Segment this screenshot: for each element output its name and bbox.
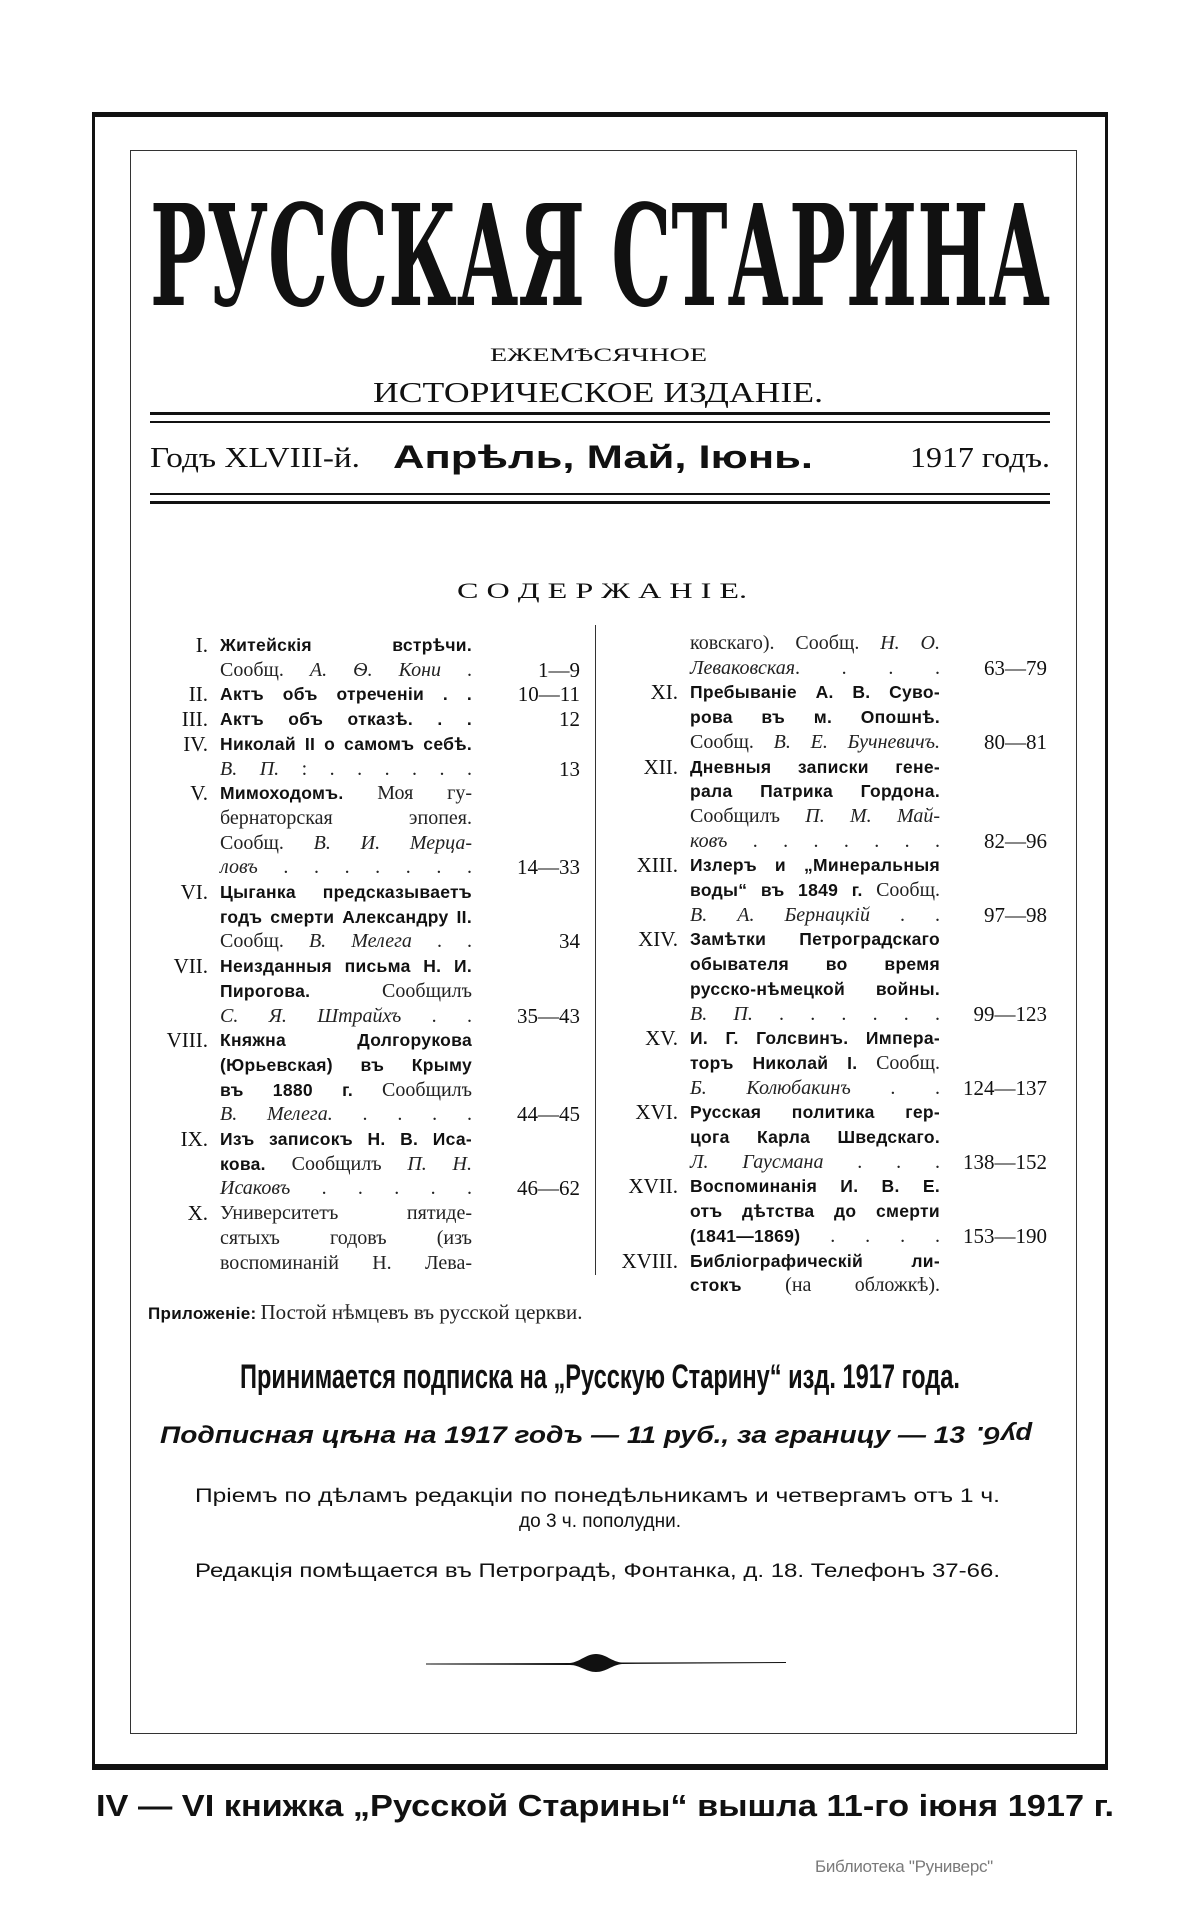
- toc-author-text: В. Е. Бучневичъ.: [773, 730, 940, 753]
- toc-line: [140, 1004, 585, 1029]
- library-watermark: Библиотека "Руниверс": [815, 1857, 993, 1876]
- toc-line: [600, 1051, 1050, 1076]
- toc-line: [600, 1273, 1050, 1298]
- toc-entry-text: [220, 1078, 472, 1104]
- toc-entry-text: [690, 631, 940, 657]
- toc-page-range: 99—123: [973, 1001, 1047, 1026]
- toc-entry-text: [220, 929, 472, 955]
- issue-year-label: Годъ XLVIII-й.: [150, 443, 360, 474]
- toc-title-text: (Юрьевская) въ Крыму: [220, 1054, 472, 1075]
- toc-entry-text: [690, 730, 940, 756]
- toc-section-number: XV.: [645, 1026, 678, 1051]
- toc-line: [600, 656, 1050, 681]
- toc-plain-text: . . . . .: [290, 1177, 472, 1200]
- toc-entry-text: [690, 952, 940, 978]
- toc-section-number: I.: [195, 633, 208, 657]
- toc-author-text: Н. О.: [880, 632, 940, 654]
- toc-title-text: Библіографическій ли-: [690, 1250, 940, 1271]
- toc-line: [600, 853, 1050, 878]
- toc-page-range: 80—81: [984, 729, 1047, 754]
- toc-title-text: (1841—1869): [690, 1225, 801, 1246]
- toc-entry-text: [690, 1273, 940, 1299]
- toc-section-number: XVIII.: [621, 1248, 678, 1273]
- subscription-headline: Принимается подписка на „Русскую Старину“ изд. 1917 года.: [240, 1358, 960, 1396]
- toc-section-number: IX.: [180, 1127, 208, 1151]
- toc-line: [600, 1199, 1050, 1224]
- toc-line: [140, 1251, 585, 1276]
- toc-line: [140, 1053, 585, 1078]
- toc-page-range: 124—137: [963, 1075, 1047, 1100]
- rule-top-thick: [150, 412, 1050, 415]
- toc-entry-text: [220, 781, 472, 807]
- toc-plain-text: . . . .: [800, 1224, 940, 1247]
- toc-entry-text: [220, 707, 472, 733]
- toc-entry-text: [220, 954, 472, 980]
- toc-plain-text: . . .: [823, 1150, 940, 1173]
- toc-author-text: В. Мелега.: [220, 1103, 333, 1126]
- toc-title-text: стокъ: [690, 1275, 742, 1296]
- toc-line: [140, 1078, 585, 1103]
- toc-page-range: 153—190: [963, 1223, 1047, 1248]
- toc-entry-text: [220, 633, 472, 659]
- toc-page-range: 44—45: [517, 1102, 580, 1127]
- toc-title-text: русско-нѣмецкой войны.: [690, 978, 940, 999]
- rule-top-thin: [150, 421, 1050, 423]
- subtitle-historical: ИСТОРИЧЕСКОЕ ИЗДАНІЕ.: [373, 378, 823, 409]
- toc-author-text: В. И. Мерца-: [313, 831, 472, 854]
- toc-page-range: 35—43: [517, 1003, 580, 1028]
- toc-title-text: Пирогова.: [220, 980, 311, 1001]
- toc-line: [600, 878, 1050, 903]
- toc-author-text: Б. Колюбакинъ: [690, 1076, 851, 1099]
- toc-author-text: П. Н.: [407, 1152, 472, 1175]
- toc-line: [600, 730, 1050, 755]
- toc-author-text: ловъ: [220, 856, 258, 879]
- toc-title-text: Дневныя записки гене-: [690, 756, 940, 777]
- toc-page-range: 82—96: [984, 828, 1047, 853]
- toc-plain-text: . . . .: [795, 656, 940, 679]
- toc-entry-text: [220, 1028, 472, 1054]
- toc-author-text: А. Ѳ. Кони: [309, 658, 442, 681]
- toc-entry-text: [690, 853, 940, 879]
- toc-entry-text: [690, 1076, 940, 1102]
- toc-entry-text: [690, 977, 940, 1003]
- toc-entry-text: [690, 1150, 940, 1176]
- toc-title-text: воды“ въ 1849 г.: [690, 880, 863, 900]
- toc-line: [140, 1152, 585, 1177]
- toc-plain-text: .: [441, 658, 473, 681]
- toc-entry-text: [690, 1100, 940, 1126]
- toc-plain-text: Сообщ.: [862, 879, 940, 901]
- toc-entry-text: [690, 804, 940, 830]
- toc-section-number: III.: [181, 707, 208, 732]
- toc-entry-text: [220, 658, 472, 684]
- toc-line: [140, 979, 585, 1004]
- toc-plain-text: Сообщилъ: [353, 1078, 472, 1101]
- toc-author-text: В. Мелега: [308, 930, 412, 953]
- toc-line: [140, 1176, 585, 1201]
- toc-title-text: Замѣтки Петроградскаго: [690, 929, 940, 950]
- toc-entry-text: [690, 1026, 940, 1052]
- toc-entry-text: [690, 903, 940, 929]
- toc-entry-text: [220, 1004, 472, 1030]
- toc-entry-text: [690, 680, 940, 706]
- toc-entry-text: [220, 1102, 472, 1128]
- toc-title-text: Житейскія встрѣчи.: [220, 635, 472, 655]
- toc-line: [600, 1224, 1050, 1249]
- toc-line: [140, 855, 585, 880]
- toc-plain-text: . .: [869, 903, 940, 926]
- toc-line: [600, 779, 1050, 804]
- rule-bottom-thick: [150, 501, 1050, 504]
- toc-line: [600, 705, 1050, 730]
- toc-title-text: Воспоминанія И. В. Е.: [690, 1176, 940, 1197]
- subscription-block: [0, 1340, 1200, 1600]
- toc-plain-text: Университетъ пятиде-: [220, 1202, 472, 1225]
- toc-line: [600, 680, 1050, 705]
- toc-title-text: Николай II о самомъ себѣ.: [220, 733, 472, 754]
- toc-line: [140, 682, 585, 707]
- masthead: [0, 0, 1200, 620]
- toc-entry-text: [690, 656, 940, 682]
- toc-section-number: IV.: [183, 731, 208, 756]
- toc-line: [600, 1125, 1050, 1150]
- toc-plain-text: (на обложкѣ).: [741, 1274, 940, 1297]
- appendix-line: [148, 1300, 583, 1325]
- toc-plain-text: Сообщ.: [220, 831, 314, 854]
- subscription-price-currency: руб.: [976, 1421, 1034, 1448]
- toc-section-number: XVII.: [628, 1174, 678, 1199]
- toc-entry-text: [220, 855, 472, 881]
- toc-title-text: цога Карла Шведскаго.: [690, 1127, 940, 1147]
- issue-months: Апрѣль, Май, Іюнь.: [393, 439, 813, 475]
- toc-line: [140, 658, 585, 683]
- toc-line: [600, 1249, 1050, 1274]
- toc-line: [140, 1028, 585, 1053]
- toc-entry-text: [690, 1125, 940, 1151]
- toc-line: [600, 1076, 1050, 1101]
- toc-page-range: 63—79: [984, 655, 1047, 680]
- toc-page-range: 13: [559, 756, 580, 781]
- toc-plain-text: . .: [850, 1076, 941, 1099]
- toc-plain-text: бернаторская эпопея.: [220, 806, 472, 829]
- toc-line: [140, 707, 585, 732]
- toc-author-text: Л. Гаусмана: [690, 1150, 824, 1173]
- toc-author-text: ковъ: [690, 829, 728, 852]
- toc-entry-text: [220, 1226, 472, 1252]
- toc-line: [600, 1026, 1050, 1051]
- toc-line: [600, 977, 1050, 1002]
- toc-line: [140, 929, 585, 954]
- toc-line: [140, 831, 585, 856]
- toc-entry-text: [220, 1201, 472, 1227]
- toc-line: [140, 1201, 585, 1226]
- toc-line: [140, 781, 585, 806]
- toc-section-number: VI.: [180, 880, 208, 904]
- column-divider: [595, 625, 596, 1275]
- toc-plain-text: Моя гу-: [343, 782, 472, 805]
- footer-notice-block: [0, 1780, 1200, 1830]
- toc-plain-text: Сообщилъ: [310, 979, 472, 1002]
- toc-plain-text: Сообщилъ: [690, 804, 806, 827]
- footer-notice: IV — VI книжка „Русской Старины“ вышла 11-го іюня 1917 г.: [96, 1788, 1114, 1823]
- office-address: Редакція помѣщается въ Петроградѣ, Фонтанка, д. 18. Телефонъ 37-66.: [195, 1561, 1000, 1582]
- toc-line: [600, 952, 1050, 977]
- toc-entry-text: [220, 831, 472, 857]
- office-hours-line2: до 3 ч. пополудни.: [519, 1511, 681, 1532]
- toc-section-number: V.: [190, 781, 208, 806]
- toc-entry-text: [220, 905, 472, 931]
- toc-plain-text: . . . . . .: [752, 1002, 940, 1025]
- toc-plain-text: Сообщ.: [220, 658, 310, 681]
- toc-line: [600, 903, 1050, 928]
- ornament-rule: [420, 1648, 800, 1678]
- toc-entry-text: [220, 682, 472, 708]
- toc-title-text: торъ Николай I.: [690, 1052, 858, 1073]
- toc-plain-text: Сообщ.: [220, 930, 309, 953]
- toc-title-text: Актъ объ отреченіи . .: [220, 684, 472, 705]
- toc-page-range: 138—152: [963, 1149, 1047, 1174]
- subscription-price: Подписная цѣна на 1917 годъ — 11 руб., за границу — 13: [160, 1422, 966, 1449]
- toc-entry-text: [690, 1002, 940, 1028]
- toc-plain-text: : . . . . . .: [279, 757, 472, 780]
- toc-line: [600, 755, 1050, 780]
- toc-line: [140, 880, 585, 905]
- toc-title-text: Неизданныя письма Н. И.: [220, 956, 472, 977]
- rule-bottom-thin: [150, 493, 1050, 495]
- office-hours-line1: Пріемъ по дѣламъ редакціи по понедѣльникамъ и четвергамъ отъ 1 ч.: [195, 1486, 1000, 1507]
- toc-entry-text: [220, 1053, 472, 1079]
- toc-entry-text: [690, 878, 940, 904]
- toc-entry-text: [690, 1051, 940, 1077]
- toc-author-text: С. Я. Штрайхъ: [220, 1004, 402, 1027]
- toc-plain-text: . . . . . . .: [727, 829, 940, 852]
- toc-entry-text: [690, 1224, 940, 1250]
- toc-section-number: XI.: [650, 680, 678, 705]
- toc-plain-text: Сообщилъ: [265, 1152, 408, 1175]
- toc-page-range: 14—33: [517, 855, 580, 880]
- toc-entry-text: [220, 757, 472, 783]
- toc-line: [140, 806, 585, 831]
- toc-page-range: 12: [559, 707, 580, 732]
- toc-entry-text: [690, 705, 940, 731]
- toc-page-range: 34: [559, 929, 580, 954]
- toc-section-number: XIV.: [638, 927, 678, 952]
- toc-entry-text: [690, 779, 940, 805]
- toc-entry-text: [690, 1174, 940, 1200]
- toc-title-text: кова.: [220, 1153, 266, 1174]
- toc-entry-text: [220, 1176, 472, 1202]
- toc-entry-text: [220, 1152, 472, 1178]
- toc-title-text: Излеръ и „Минеральныя: [690, 855, 940, 876]
- toc-plain-text: ковскаго). Сообщ.: [690, 632, 881, 654]
- toc-plain-text: воспоминаній Н. Лева-: [220, 1251, 472, 1274]
- toc-page-range: 46—62: [517, 1176, 580, 1201]
- toc-author-text: В. А. Бернацкій: [690, 903, 870, 926]
- toc-line: [600, 1002, 1050, 1027]
- toc-entry-text: [690, 1199, 940, 1225]
- toc-entry-text: [220, 732, 472, 758]
- toc-section-number: II.: [188, 682, 208, 707]
- toc-title-text: Княжна Долгорукова: [220, 1030, 472, 1051]
- toc-plain-text: . .: [411, 930, 472, 953]
- toc-line: [600, 927, 1050, 952]
- toc-title-text: Цыганка предсказываетъ: [220, 882, 472, 902]
- toc-line: [140, 954, 585, 979]
- toc-entry-text: [690, 1249, 940, 1275]
- toc-title-text: Актъ объ отказѣ. . .: [220, 709, 472, 730]
- toc-line: [600, 1100, 1050, 1125]
- toc-line: [600, 804, 1050, 829]
- toc-entry-text: [690, 755, 940, 781]
- issue-year: 1917 годъ.: [910, 443, 1050, 474]
- toc-line: [140, 905, 585, 930]
- toc-line: [140, 1127, 585, 1152]
- toc-entry-text: [220, 806, 472, 832]
- appendix-label: Приложеніе:: [148, 1304, 257, 1323]
- toc-line: [600, 1150, 1050, 1175]
- toc-entry-text: [220, 880, 472, 906]
- toc-line: [600, 631, 1050, 656]
- toc-plain-text: сятыхъ годовъ (изъ: [220, 1226, 472, 1249]
- toc-line: [140, 1226, 585, 1251]
- toc-title-text: Мимоходомъ.: [220, 783, 344, 804]
- toc-plain-text: Сообщ.: [690, 730, 774, 753]
- toc-author-text: В. П.: [220, 757, 280, 780]
- toc-title-text: Изъ записокъ Н. В. Иса-: [220, 1129, 472, 1149]
- toc-title-text: И. Г. Голсвинъ. Импера-: [690, 1028, 940, 1049]
- toc-author-text: В. П.: [690, 1002, 753, 1025]
- toc-title-text: обывателя во время: [690, 954, 940, 975]
- toc-entry-text: [220, 1127, 472, 1153]
- toc-page-range: 10—11: [517, 682, 580, 707]
- toc-line: [140, 732, 585, 757]
- toc-title-text: рала Патрика Гордона.: [690, 781, 940, 802]
- toc-section-number: XII.: [643, 754, 678, 779]
- toc-entry-text: [690, 829, 940, 855]
- subtitle-monthly: ЕЖЕМѢСЯЧНОЕ: [490, 345, 707, 366]
- toc-section-number: VII.: [173, 954, 208, 979]
- toc-line: [140, 1102, 585, 1127]
- toc-title-text: годъ смерти Александру II.: [220, 906, 472, 927]
- toc-page-range: 1—9: [538, 657, 580, 682]
- toc-entry-text: [220, 1251, 472, 1277]
- toc-section-number: X.: [187, 1201, 208, 1226]
- contents-heading: С О Д Е Р Ж А Н І Е.: [457, 578, 747, 603]
- appendix-text: Постой нѣмцевъ въ русской церкви.: [260, 1300, 583, 1324]
- toc-line: [600, 829, 1050, 854]
- toc-plain-text: . . . . . . .: [257, 856, 472, 879]
- toc-plain-text: . .: [401, 1004, 473, 1027]
- toc-line: [600, 1174, 1050, 1199]
- toc-section-number: XIII.: [636, 853, 678, 878]
- toc-title-text: Русская политика гер-: [690, 1102, 940, 1123]
- toc-entry-text: [220, 979, 472, 1005]
- toc-plain-text: Сообщ.: [857, 1051, 940, 1074]
- toc-entry-text: [690, 927, 940, 953]
- toc-title-text: отъ дѣтства до смерти: [690, 1201, 940, 1222]
- toc-author-text: Исаковъ: [220, 1177, 291, 1200]
- toc-section-number: XVI.: [635, 1100, 678, 1125]
- toc-author-text: Леваковская: [690, 656, 796, 679]
- toc-title-text: въ 1880 г.: [220, 1079, 354, 1100]
- toc-page-range: 97—98: [984, 902, 1047, 927]
- toc-title-text: Пребываніе А. В. Суво-: [690, 682, 940, 703]
- toc-title-text: рова въ м. Опошнѣ.: [690, 707, 940, 728]
- toc-line: [140, 633, 585, 658]
- toc-line: [140, 757, 585, 782]
- toc-plain-text: . . . .: [332, 1103, 473, 1126]
- toc-author-text: П. М. Май-: [805, 804, 940, 827]
- toc-section-number: VIII.: [166, 1028, 208, 1053]
- journal-title: РУССКАЯ СТАРИНА: [150, 175, 1050, 339]
